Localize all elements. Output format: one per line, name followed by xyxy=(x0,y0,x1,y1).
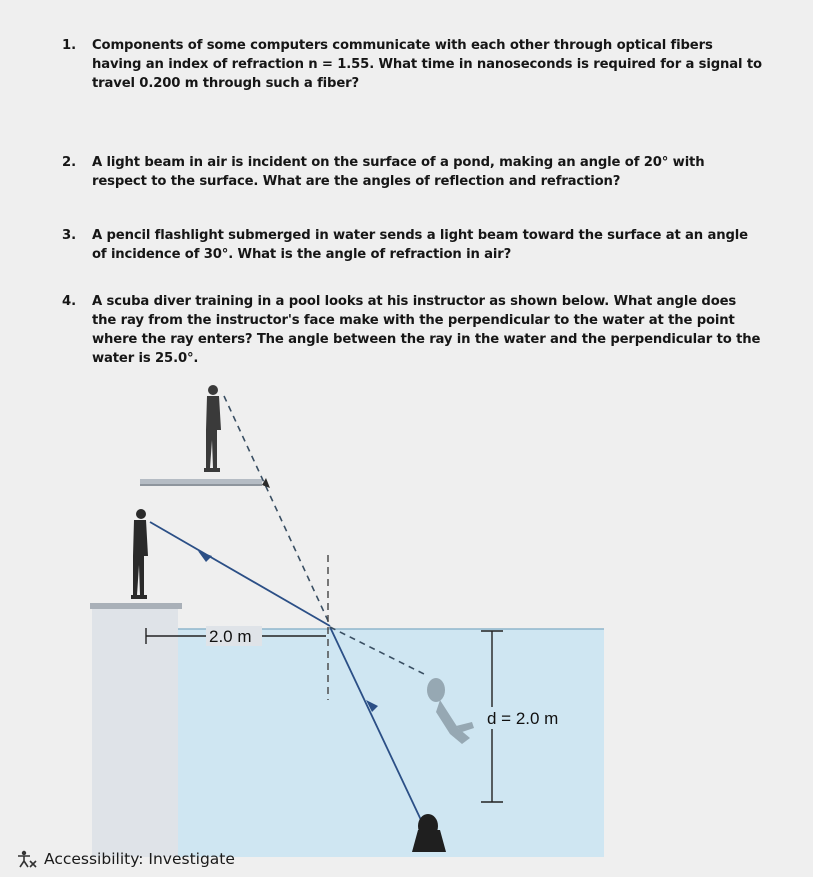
problem-number: 1. xyxy=(62,38,77,53)
accessibility-status[interactable] xyxy=(16,850,235,868)
problem-text: A light beam in air is incident on the surface of a pond, making an angle of 20° with respect to the surface. What are the angles of reflection and refraction? xyxy=(92,155,705,189)
accessibility-label: Accessibility: Investigate xyxy=(44,850,235,868)
problem-3 xyxy=(62,226,762,264)
accessibility-icon xyxy=(16,850,38,868)
problem-number: 4. xyxy=(62,294,77,309)
ray-arrow xyxy=(198,551,212,562)
problem-1 xyxy=(62,36,762,93)
pool-wall xyxy=(92,607,178,857)
diving-platform-edge xyxy=(140,484,262,486)
diving-platform xyxy=(140,479,262,484)
problem-4 xyxy=(62,292,762,368)
problem-text: Components of some computers communicate with each other through optical fibers having an index of refraction n = 1.55. What time in nanoseconds is required for a signal to travel 0.200 m through such a fiber? xyxy=(92,38,762,91)
platform-person-figure xyxy=(204,385,221,472)
problem-text: A pencil flashlight submerged in water sends a light beam toward the surface at an angle of incidence of 30°. What is the angle of refraction in air? xyxy=(92,228,748,262)
depth-dimension-label: d = 2.0 m xyxy=(487,709,559,728)
instructor-figure xyxy=(131,509,148,599)
problem-number: 2. xyxy=(62,155,77,170)
pool-deck xyxy=(90,603,182,609)
problem-number: 3. xyxy=(62,228,77,243)
horizontal-dimension-label: 2.0 m xyxy=(209,627,252,646)
dashed-ray-upper xyxy=(224,396,330,625)
problem-2 xyxy=(62,153,762,191)
problem-text: A scuba diver training in a pool looks at his instructor as shown below. What angle does the ray from the instructor's face make with the perpendicular to the water at the point where the ray enters? The angle between the ray in the water and the perpendicular to the water is 25.0°. xyxy=(92,294,761,366)
pool-water xyxy=(178,629,604,857)
